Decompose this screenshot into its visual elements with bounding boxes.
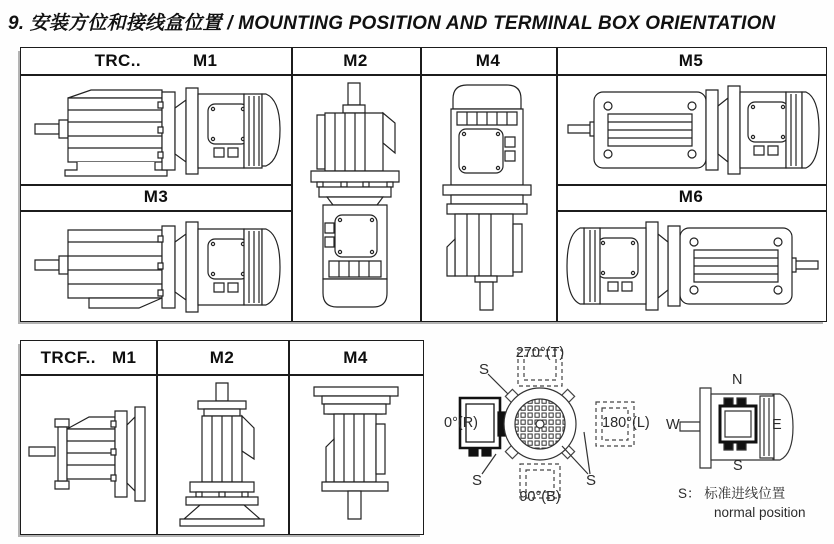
trc-m5-gearmotor-drawing <box>566 80 820 180</box>
trcf-m4-label: M4 <box>343 347 368 367</box>
trc-mounting-table <box>20 47 827 322</box>
divider <box>21 210 291 212</box>
divider <box>291 48 293 321</box>
trcf-series-label: TRCF.. <box>40 347 96 367</box>
trcf-m1-gear-unit-drawing <box>25 381 152 529</box>
orientation-top-label: 270°(T) <box>515 345 565 361</box>
compass-west-label: W <box>666 417 680 433</box>
trc-m6-gearmotor-drawing <box>566 216 820 316</box>
trc-m2-gearmotor-drawing <box>297 79 413 317</box>
trc-m1-header <box>21 48 291 74</box>
orientation-bottom-label: 90°(B) <box>519 489 561 505</box>
trcf-m2-label: M2 <box>209 347 235 367</box>
legend <box>678 484 806 522</box>
trc-m3-gearmotor-drawing <box>29 216 283 316</box>
trc-m2-label: M2 <box>343 51 368 70</box>
legend-line-zh <box>678 484 806 503</box>
orientation-s-label-bottom-right: S <box>586 472 597 489</box>
legend-zh-text: 标准进线位置 <box>704 486 786 501</box>
trcf-m4-header <box>288 341 423 374</box>
divider <box>21 74 826 76</box>
legend-s-prefix: S： <box>678 486 701 501</box>
divider <box>21 374 423 376</box>
trcf-m1-label: M1 <box>111 347 137 367</box>
trc-m2-header <box>291 48 420 74</box>
trc-m4-header <box>420 48 556 74</box>
trc-series-label: TRC.. <box>94 51 141 70</box>
trc-m4-gearmotor-drawing <box>425 79 549 317</box>
trc-m4-label: M4 <box>475 51 501 70</box>
trc-m1-label: M1 <box>192 51 218 70</box>
trcf-m2-header <box>156 341 288 374</box>
trc-m6-label: M6 <box>678 187 704 206</box>
trcf-mounting-table <box>20 340 424 535</box>
trc-m3-label: M3 <box>143 187 169 206</box>
orientation-right-label: 180°(L) <box>602 415 650 431</box>
trc-m5-label: M5 <box>678 51 704 70</box>
trc-m3-header <box>21 184 291 210</box>
divider <box>420 48 422 321</box>
page-title: 9. 安装方位和接线盒位置 / MOUNTING POSITION AND TERMINAL BOX ORIENTATION <box>8 13 776 34</box>
trc-m1-gearmotor-drawing <box>29 80 283 180</box>
trcf-m2-gear-unit-drawing <box>160 379 284 531</box>
trcf-m4-gear-unit-drawing <box>292 379 419 531</box>
orientation-s-label-bottom-left: S <box>472 472 483 489</box>
compass-south-label: S <box>733 458 743 474</box>
divider <box>556 210 826 212</box>
compass-east-label: E <box>772 417 782 433</box>
orientation-left-label: 0°(R) <box>444 415 478 431</box>
trc-m5-header <box>556 48 826 74</box>
trc-m6-header <box>556 184 826 210</box>
trcf-m1-header <box>21 341 156 374</box>
orientation-s-label-top: S <box>479 361 490 378</box>
legend-en-text: normal position <box>714 505 806 520</box>
compass-north-label: N <box>732 372 743 388</box>
